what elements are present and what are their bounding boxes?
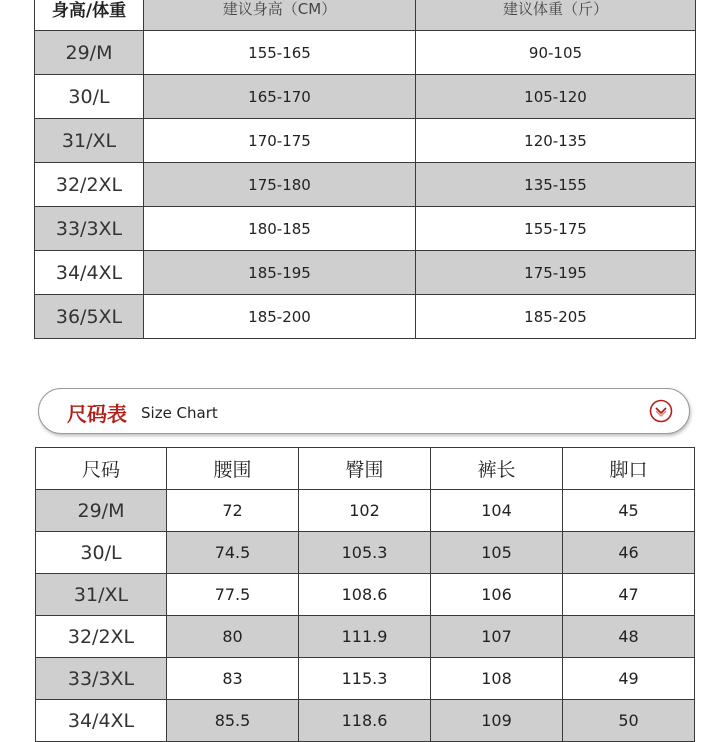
- header-cell: 尺码: [36, 448, 167, 490]
- height-cell: 185-200: [144, 295, 416, 339]
- size-cell: 33/3XL: [36, 658, 167, 700]
- waist-cell: 77.5: [167, 574, 299, 616]
- size-cell: 29/M: [36, 490, 167, 532]
- hem-cell: 48: [563, 616, 695, 658]
- size-cell: 31/XL: [36, 574, 167, 616]
- banner-title-en: Size Chart: [141, 404, 218, 422]
- table-row: [36, 700, 695, 742]
- weight-cell: 175-195: [416, 251, 696, 295]
- table-row: [35, 163, 696, 207]
- weight-cell: 120-135: [416, 119, 696, 163]
- height-cell: 175-180: [144, 163, 416, 207]
- table-header-row: [36, 448, 695, 490]
- banner-title-zh: 尺码表: [67, 402, 127, 426]
- table-row: [36, 490, 695, 532]
- header-cell: 臀围: [299, 448, 431, 490]
- header-cell: 身高/体重: [35, 0, 144, 31]
- size-cell: 36/5XL: [35, 295, 144, 339]
- waist-cell: 83: [167, 658, 299, 700]
- length-cell: 107: [431, 616, 563, 658]
- weight-cell: 185-205: [416, 295, 696, 339]
- table-row: [36, 616, 695, 658]
- length-cell: 109: [431, 700, 563, 742]
- height-cell: 155-165: [144, 31, 416, 75]
- waist-cell: 80: [167, 616, 299, 658]
- height-cell: 180-185: [144, 207, 416, 251]
- table-row: [36, 532, 695, 574]
- hem-cell: 46: [563, 532, 695, 574]
- waist-cell: 72: [167, 490, 299, 532]
- header-cell: 建议身高（CM）: [144, 0, 416, 31]
- size-chart-table: [35, 447, 695, 742]
- table-row: [35, 207, 696, 251]
- table-row: [35, 31, 696, 75]
- length-cell: 108: [431, 658, 563, 700]
- header-cell: 腰围: [167, 448, 299, 490]
- height-cell: 185-195: [144, 251, 416, 295]
- hip-cell: 102: [299, 490, 431, 532]
- height-cell: 170-175: [144, 119, 416, 163]
- waist-cell: 74.5: [167, 532, 299, 574]
- hip-cell: 115.3: [299, 658, 431, 700]
- size-cell: 33/3XL: [35, 207, 144, 251]
- size-cell: 29/M: [35, 31, 144, 75]
- table-row: [36, 574, 695, 616]
- height-cell: 165-170: [144, 75, 416, 119]
- hip-cell: 111.9: [299, 616, 431, 658]
- header-cell: 建议体重（斤）: [416, 0, 696, 31]
- weight-cell: 105-120: [416, 75, 696, 119]
- table-row: [35, 75, 696, 119]
- table-header-row: [35, 0, 696, 31]
- size-cell: 34/4XL: [36, 700, 167, 742]
- size-cell: 32/2XL: [35, 163, 144, 207]
- size-cell: 32/2XL: [36, 616, 167, 658]
- header-cell: 裤长: [431, 448, 563, 490]
- hip-cell: 105.3: [299, 532, 431, 574]
- hip-cell: 118.6: [299, 700, 431, 742]
- hem-cell: 49: [563, 658, 695, 700]
- hem-cell: 50: [563, 700, 695, 742]
- hip-cell: 108.6: [299, 574, 431, 616]
- weight-cell: 90-105: [416, 31, 696, 75]
- size-cell: 34/4XL: [35, 251, 144, 295]
- waist-cell: 85.5: [167, 700, 299, 742]
- chevron-down-circle-icon[interactable]: [649, 399, 673, 423]
- height-weight-table: [34, 0, 696, 339]
- table-row: [36, 658, 695, 700]
- length-cell: 104: [431, 490, 563, 532]
- size-cell: 30/L: [35, 75, 144, 119]
- table-row: [35, 251, 696, 295]
- hem-cell: 47: [563, 574, 695, 616]
- table-row: [35, 295, 696, 339]
- table-row: [35, 119, 696, 163]
- length-cell: 106: [431, 574, 563, 616]
- weight-cell: 135-155: [416, 163, 696, 207]
- weight-cell: 155-175: [416, 207, 696, 251]
- size-cell: 31/XL: [35, 119, 144, 163]
- size-chart-banner[interactable]: [38, 388, 690, 434]
- size-cell: 30/L: [36, 532, 167, 574]
- hem-cell: 45: [563, 490, 695, 532]
- header-cell: 脚口: [563, 448, 695, 490]
- length-cell: 105: [431, 532, 563, 574]
